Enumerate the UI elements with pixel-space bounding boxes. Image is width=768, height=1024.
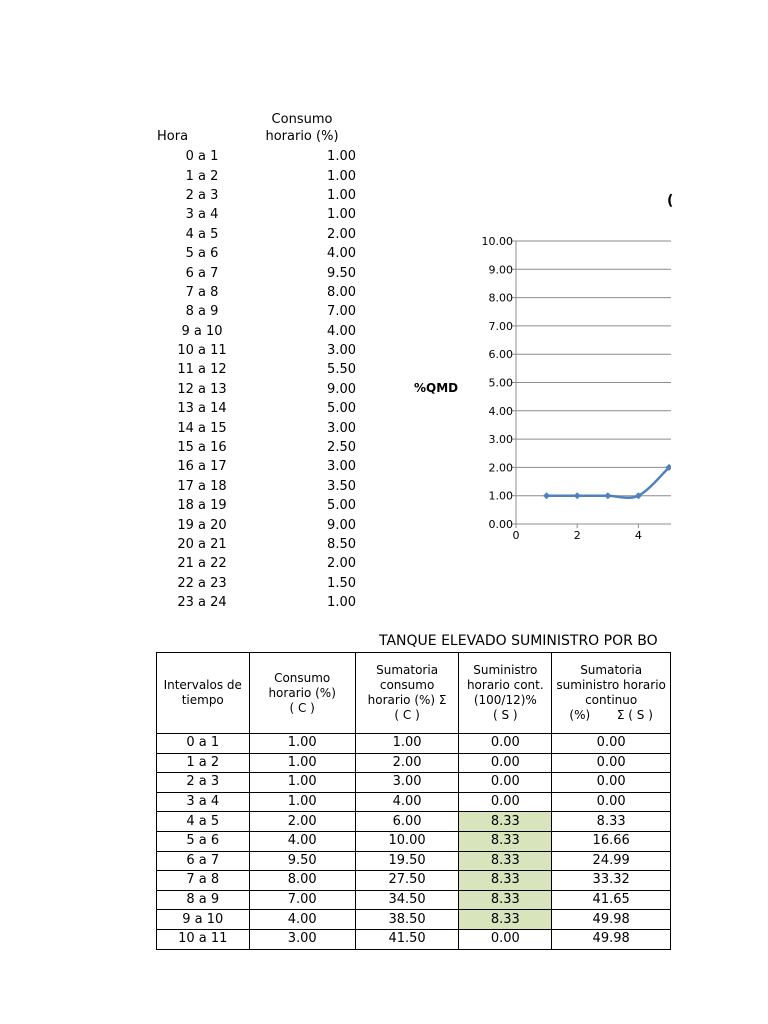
interval-cell: 6 a 7 bbox=[157, 851, 250, 871]
hour-consumption: 9.50 bbox=[327, 265, 356, 281]
y-tick-label: 7.00 bbox=[488, 319, 513, 333]
hour-consumption: 1.00 bbox=[327, 187, 356, 203]
hour-consumption: 3.50 bbox=[327, 478, 356, 494]
hour-interval: 17 a 18 bbox=[177, 478, 227, 494]
col-header-sum-consumo-text: Sumatoria consumo horario (%) Σ bbox=[367, 663, 447, 707]
suministro-cell: 8.33 bbox=[459, 812, 552, 832]
bottom-table-viewport bbox=[0, 620, 671, 980]
hour-row bbox=[160, 186, 356, 205]
hour-row bbox=[160, 477, 356, 496]
interval-cell: 7 a 8 bbox=[157, 871, 250, 891]
y-tick-label: 8.00 bbox=[488, 291, 513, 305]
data-point bbox=[574, 492, 581, 499]
sum-suministro-cell: 0.00 bbox=[552, 792, 671, 812]
consumo-cell: 4.00 bbox=[249, 910, 355, 930]
hour-interval: 18 a 19 bbox=[177, 498, 227, 514]
hour-interval: 15 a 16 bbox=[177, 440, 227, 456]
header-hora: Hora bbox=[157, 129, 189, 144]
sum-consumo-cell: 2.00 bbox=[355, 753, 458, 773]
sum-suministro-cell: 0.00 bbox=[552, 753, 671, 773]
hour-interval: 19 a 20 bbox=[177, 517, 227, 533]
interval-cell: 1 a 2 bbox=[157, 753, 250, 773]
consumo-cell: 1.00 bbox=[249, 792, 355, 812]
consumo-cell: 1.00 bbox=[249, 773, 355, 793]
hour-consumption: 9.00 bbox=[327, 517, 356, 533]
consumo-cell: 3.00 bbox=[249, 929, 355, 949]
interval-cell: 0 a 1 bbox=[157, 734, 250, 754]
hour-consumption: 5.00 bbox=[327, 401, 356, 417]
hour-interval: 12 a 13 bbox=[177, 381, 227, 397]
sum-suministro-cell: 24.99 bbox=[552, 851, 671, 871]
hour-interval: 2 a 3 bbox=[185, 187, 219, 203]
hour-row bbox=[160, 302, 356, 321]
consumo-cell: 1.00 bbox=[249, 734, 355, 754]
hour-row bbox=[160, 244, 356, 263]
interval-cell: 2 a 3 bbox=[157, 773, 250, 793]
sum-suministro-cell: 41.65 bbox=[552, 890, 671, 910]
sum-consumo-cell: 4.00 bbox=[355, 792, 458, 812]
header-consumo-line1: Consumo bbox=[271, 112, 333, 127]
suministro-cell: 0.00 bbox=[459, 792, 552, 812]
data-point bbox=[543, 492, 550, 499]
hour-interval: 5 a 6 bbox=[185, 246, 219, 262]
hour-interval: 4 a 5 bbox=[185, 226, 219, 242]
hour-row bbox=[160, 554, 356, 573]
hour-interval: 6 a 7 bbox=[185, 265, 219, 281]
hour-consumption: 4.00 bbox=[327, 323, 356, 339]
hour-interval: 23 a 24 bbox=[177, 595, 227, 611]
hour-row bbox=[160, 205, 356, 224]
hour-consumption: 3.00 bbox=[327, 459, 356, 475]
section-title: TANQUE ELEVADO SUMINISTRO POR BO bbox=[379, 633, 658, 649]
col-header-suministro-symbol: ( S ) bbox=[493, 708, 518, 722]
sum-suministro-cell: 49.98 bbox=[552, 910, 671, 930]
hour-consumption: 5.50 bbox=[327, 362, 356, 378]
suministro-cell: 0.00 bbox=[459, 753, 552, 773]
hour-interval: 1 a 2 bbox=[185, 168, 219, 184]
hour-interval: 3 a 4 bbox=[185, 207, 219, 223]
y-tick-label: 3.00 bbox=[488, 433, 513, 447]
interval-cell: 5 a 6 bbox=[157, 831, 250, 851]
sum-consumo-cell: 38.50 bbox=[355, 910, 458, 930]
hour-row bbox=[160, 380, 356, 399]
hour-consumption: 2.00 bbox=[327, 556, 356, 572]
interval-cell: 8 a 9 bbox=[157, 890, 250, 910]
hour-interval: 13 a 14 bbox=[177, 401, 227, 417]
consumo-cell: 7.00 bbox=[249, 890, 355, 910]
suministro-cell: 8.33 bbox=[459, 871, 552, 891]
table-row bbox=[157, 929, 671, 949]
y-tick-label: 4.00 bbox=[488, 404, 513, 418]
hour-interval: 0 a 1 bbox=[185, 149, 219, 165]
hour-row bbox=[160, 496, 356, 515]
interval-cell: 10 a 11 bbox=[157, 929, 250, 949]
interval-cell: 9 a 10 bbox=[157, 910, 250, 930]
hour-row bbox=[160, 574, 356, 593]
table-row bbox=[157, 890, 671, 910]
y-tick-label: 0.00 bbox=[488, 518, 513, 531]
table-row bbox=[157, 851, 671, 871]
x-tick-label: 4 bbox=[634, 529, 642, 542]
hour-consumption: 5.00 bbox=[327, 498, 356, 514]
hour-consumption: 8.00 bbox=[327, 284, 356, 300]
suministro-cell: 8.33 bbox=[459, 831, 552, 851]
suministro-cell: 0.00 bbox=[459, 929, 552, 949]
hour-consumption: 4.00 bbox=[327, 246, 356, 262]
sum-consumo-cell: 19.50 bbox=[355, 851, 458, 871]
table-row bbox=[157, 792, 671, 812]
hour-interval: 14 a 15 bbox=[177, 420, 227, 436]
hour-consumption: 1.00 bbox=[327, 149, 356, 165]
table-row bbox=[157, 910, 671, 930]
x-tick-label: 0 bbox=[512, 529, 520, 542]
y-tick-label: 1.00 bbox=[488, 489, 513, 503]
col-header-suministro-text: Suministro horario cont. (100/12)% bbox=[466, 663, 544, 707]
chart-title-fragment: ( bbox=[667, 193, 674, 209]
sum-suministro-cell: 49.98 bbox=[552, 929, 671, 949]
consumption-line-chart bbox=[430, 228, 671, 548]
interval-cell: 4 a 5 bbox=[157, 812, 250, 832]
hour-row bbox=[160, 438, 356, 457]
table-row bbox=[157, 831, 671, 851]
col-header-sum-suministro-text: Sumatoria suministro horario continuo bbox=[556, 663, 666, 707]
hour-interval: 9 a 10 bbox=[181, 323, 223, 339]
header-consumo bbox=[262, 111, 342, 145]
sum-suministro-cell: 16.66 bbox=[552, 831, 671, 851]
suministro-cell: 8.33 bbox=[459, 910, 552, 930]
suministro-cell: 0.00 bbox=[459, 773, 552, 793]
x-tick-label: 2 bbox=[573, 529, 581, 542]
col-header-consumo bbox=[249, 653, 355, 734]
hour-row bbox=[160, 593, 356, 612]
hour-row bbox=[160, 341, 356, 360]
sum-consumo-cell: 1.00 bbox=[355, 734, 458, 754]
consumo-cell: 2.00 bbox=[249, 812, 355, 832]
col-header-sum-consumo bbox=[355, 653, 458, 734]
hour-row bbox=[160, 322, 356, 341]
hour-interval: 11 a 12 bbox=[177, 362, 227, 378]
chart-y-axis-label: %QMD bbox=[414, 381, 459, 395]
col-header-intervals bbox=[157, 653, 250, 734]
col-header-intervals-text: Intervalos de tiempo bbox=[163, 678, 242, 707]
table-row bbox=[157, 753, 671, 773]
hour-row bbox=[160, 535, 356, 554]
sum-suministro-cell: 8.33 bbox=[552, 812, 671, 832]
y-tick-label: 2.00 bbox=[488, 461, 513, 475]
hour-interval: 22 a 23 bbox=[177, 575, 227, 591]
col-header-sum-suministro-symbol: (%) Σ ( S ) bbox=[569, 708, 653, 722]
hour-interval: 16 a 17 bbox=[177, 459, 227, 475]
sum-consumo-cell: 27.50 bbox=[355, 871, 458, 891]
hour-interval: 10 a 11 bbox=[177, 343, 227, 359]
y-tick-label: 5.00 bbox=[488, 376, 513, 390]
hour-row bbox=[160, 360, 356, 379]
table-row bbox=[157, 734, 671, 754]
hour-consumption: 9.00 bbox=[327, 381, 356, 397]
y-tick-label: 10.00 bbox=[481, 235, 513, 248]
sum-suministro-cell: 33.32 bbox=[552, 871, 671, 891]
hour-interval: 21 a 22 bbox=[177, 556, 227, 572]
header-consumo-line2: horario (%) bbox=[265, 129, 339, 144]
consumo-cell: 4.00 bbox=[249, 831, 355, 851]
hour-row bbox=[160, 166, 356, 185]
data-point bbox=[604, 492, 611, 499]
col-header-sum-suministro bbox=[552, 653, 671, 734]
hour-interval: 7 a 8 bbox=[185, 284, 219, 300]
consumo-cell: 1.00 bbox=[249, 753, 355, 773]
hour-row bbox=[160, 283, 356, 302]
consumo-cell: 8.00 bbox=[249, 871, 355, 891]
suministro-cell: 0.00 bbox=[459, 734, 552, 754]
col-header-consumo-text: Consumo horario (%) bbox=[268, 670, 336, 700]
hour-consumption: 1.00 bbox=[327, 207, 356, 223]
hour-row bbox=[160, 225, 356, 244]
hour-row bbox=[160, 263, 356, 282]
sum-consumo-cell: 10.00 bbox=[355, 831, 458, 851]
table-row bbox=[157, 812, 671, 832]
hour-consumption: 7.00 bbox=[327, 304, 356, 320]
hour-row bbox=[160, 515, 356, 534]
hour-consumption: 2.00 bbox=[327, 226, 356, 242]
sum-suministro-cell: 0.00 bbox=[552, 734, 671, 754]
suministro-cell: 8.33 bbox=[459, 851, 552, 871]
sum-consumo-cell: 6.00 bbox=[355, 812, 458, 832]
hour-consumption: 3.00 bbox=[327, 343, 356, 359]
col-header-suministro bbox=[459, 653, 552, 734]
sum-consumo-cell: 34.50 bbox=[355, 890, 458, 910]
table-row bbox=[157, 871, 671, 891]
hour-consumption: 8.50 bbox=[327, 537, 356, 552]
suministro-cell: 8.33 bbox=[459, 890, 552, 910]
hour-consumption: 1.00 bbox=[327, 595, 356, 611]
hour-row bbox=[160, 418, 356, 437]
hour-interval: 20 a 21 bbox=[177, 537, 227, 552]
y-tick-label: 9.00 bbox=[488, 263, 513, 277]
sum-consumo-cell: 3.00 bbox=[355, 773, 458, 793]
y-tick-label: 6.00 bbox=[488, 348, 513, 362]
hour-interval: 8 a 9 bbox=[185, 304, 219, 320]
hour-consumption: 1.00 bbox=[327, 168, 356, 184]
hour-consumption: 3.00 bbox=[327, 420, 356, 436]
sum-consumo-cell: 41.50 bbox=[355, 929, 458, 949]
col-header-consumo-symbol: ( C ) bbox=[289, 700, 315, 715]
interval-cell: 3 a 4 bbox=[157, 792, 250, 812]
hour-row bbox=[160, 399, 356, 418]
supply-table bbox=[156, 652, 671, 950]
hour-row bbox=[160, 147, 356, 166]
sum-suministro-cell: 0.00 bbox=[552, 773, 671, 793]
col-header-sum-consumo-symbol: ( C ) bbox=[394, 708, 420, 722]
hour-consumption: 1.50 bbox=[327, 575, 356, 591]
hour-consumption: 2.50 bbox=[327, 440, 356, 456]
hour-row bbox=[160, 457, 356, 476]
table-row bbox=[157, 773, 671, 793]
consumo-cell: 9.50 bbox=[249, 851, 355, 871]
hourly-consumption-table bbox=[160, 147, 356, 612]
